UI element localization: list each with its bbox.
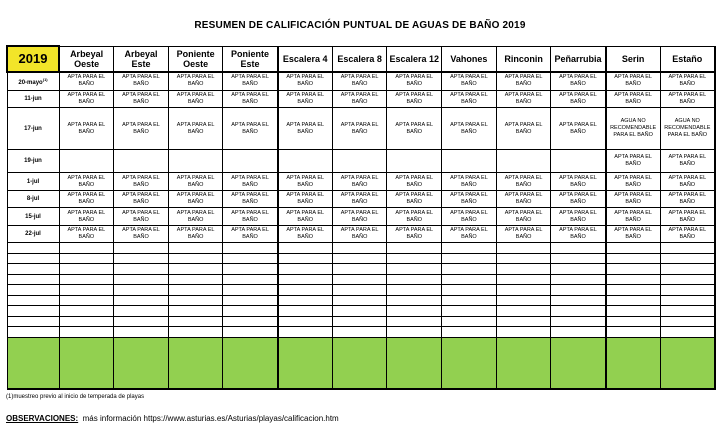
empty-cell — [387, 285, 442, 296]
empty-cell — [332, 295, 387, 306]
empty-cell — [168, 274, 223, 285]
empty-cell — [59, 327, 114, 338]
green-cell — [59, 337, 114, 389]
result-cell — [551, 150, 606, 173]
empty-cell — [114, 285, 169, 296]
result-cell: APTA PARA EL BAÑO — [442, 108, 497, 150]
empty-cell — [387, 295, 442, 306]
empty-cell — [606, 327, 661, 338]
empty-cell — [59, 274, 114, 285]
result-cell: APTA PARA EL BAÑO — [606, 150, 661, 173]
green-cell — [114, 337, 169, 389]
empty-row — [7, 253, 715, 264]
empty-cell — [551, 243, 606, 254]
empty-cell — [114, 327, 169, 338]
empty-cell — [59, 285, 114, 296]
empty-cell — [496, 316, 551, 327]
empty-cell — [114, 274, 169, 285]
empty-cell — [114, 316, 169, 327]
result-cell: APTA PARA EL BAÑO — [223, 90, 278, 108]
result-cell: APTA PARA EL BAÑO — [387, 208, 442, 226]
empty-cell — [332, 327, 387, 338]
result-cell: APTA PARA EL BAÑO — [551, 72, 606, 90]
empty-cell — [223, 274, 278, 285]
result-cell — [496, 150, 551, 173]
result-cell: APTA PARA EL BAÑO — [332, 90, 387, 108]
result-cell: APTA PARA EL BAÑO — [442, 90, 497, 108]
empty-cell — [332, 264, 387, 275]
result-cell: APTA PARA EL BAÑO — [606, 225, 661, 243]
green-cell — [442, 337, 497, 389]
empty-cell — [606, 264, 661, 275]
result-cell: APTA PARA EL BAÑO — [606, 190, 661, 208]
table-row — [7, 150, 715, 173]
empty-cell — [442, 295, 497, 306]
empty-cell — [168, 316, 223, 327]
date-label: 1-jul — [26, 178, 40, 185]
empty-cell — [606, 295, 661, 306]
empty-cell — [606, 243, 661, 254]
empty-cell — [442, 253, 497, 264]
result-cell: APTA PARA EL BAÑO — [387, 108, 442, 150]
empty-cell — [7, 295, 59, 306]
empty-cell — [551, 253, 606, 264]
result-cell: APTA PARA EL BAÑO — [114, 190, 169, 208]
result-cell: APTA PARA EL BAÑO — [606, 173, 661, 191]
empty-cell — [278, 264, 333, 275]
empty-cell — [114, 253, 169, 264]
empty-cell — [114, 243, 169, 254]
empty-cell — [7, 316, 59, 327]
result-cell: APTA PARA EL BAÑO — [332, 208, 387, 226]
result-cell: APTA PARA EL BAÑO — [168, 173, 223, 191]
result-cell: APTA PARA EL BAÑO — [442, 225, 497, 243]
empty-cell — [496, 295, 551, 306]
empty-cell — [332, 253, 387, 264]
date-cell — [7, 150, 59, 173]
result-cell: APTA PARA EL BAÑO — [59, 225, 114, 243]
table-row — [7, 225, 715, 243]
empty-cell — [551, 306, 606, 317]
empty-cell — [59, 243, 114, 254]
result-cell: APTA PARA EL BAÑO — [660, 72, 715, 90]
empty-cell — [114, 295, 169, 306]
result-cell: APTA PARA EL BAÑO — [59, 90, 114, 108]
beach-header: Escalera 12 — [387, 46, 442, 72]
result-cell: APTA PARA EL BAÑO — [168, 72, 223, 90]
empty-cell — [660, 316, 715, 327]
result-cell: APTA PARA EL BAÑO — [332, 173, 387, 191]
empty-row — [7, 316, 715, 327]
empty-cell — [223, 285, 278, 296]
empty-cell — [168, 243, 223, 254]
empty-cell — [387, 306, 442, 317]
empty-cell — [442, 264, 497, 275]
empty-cell — [332, 243, 387, 254]
beach-header: Arbeyal Este — [114, 46, 169, 72]
empty-cell — [606, 306, 661, 317]
footnote: (1)muestreo previo al inicio de temperada de playas — [6, 394, 145, 400]
result-cell — [168, 150, 223, 173]
result-cell: APTA PARA EL BAÑO — [223, 108, 278, 150]
empty-cell — [278, 274, 333, 285]
table-row — [7, 190, 715, 208]
result-cell: APTA PARA EL BAÑO — [551, 225, 606, 243]
empty-cell — [278, 316, 333, 327]
result-cell: APTA PARA EL BAÑO — [442, 173, 497, 191]
empty-cell — [7, 306, 59, 317]
empty-cell — [7, 253, 59, 264]
beach-header: Poniente Este — [223, 46, 278, 72]
water-quality-table — [6, 45, 716, 390]
result-cell: APTA PARA EL BAÑO — [442, 72, 497, 90]
result-cell: APTA PARA EL BAÑO — [332, 190, 387, 208]
year-header: 2019 — [7, 46, 59, 72]
empty-row — [7, 243, 715, 254]
result-cell: APTA PARA EL BAÑO — [387, 190, 442, 208]
beach-header: Vahones — [442, 46, 497, 72]
empty-cell — [496, 327, 551, 338]
empty-cell — [278, 306, 333, 317]
empty-cell — [606, 285, 661, 296]
result-cell — [59, 150, 114, 173]
result-cell — [114, 150, 169, 173]
result-cell: APTA PARA EL BAÑO — [332, 72, 387, 90]
observations-link[interactable]: más información https://www.asturias.es/Asturias/playas/calificacion.htm — [82, 414, 339, 423]
result-cell: APTA PARA EL BAÑO — [278, 225, 333, 243]
green-cell — [7, 337, 59, 389]
empty-cell — [168, 295, 223, 306]
date-cell — [7, 225, 59, 243]
empty-cell — [114, 264, 169, 275]
result-cell — [278, 150, 333, 173]
date-label: 11-jun — [24, 95, 42, 102]
empty-cell — [387, 243, 442, 254]
empty-cell — [551, 295, 606, 306]
result-cell: APTA PARA EL BAÑO — [551, 208, 606, 226]
empty-cell — [442, 327, 497, 338]
result-cell: APTA PARA EL BAÑO — [168, 208, 223, 226]
empty-cell — [278, 285, 333, 296]
beach-header: Serin — [606, 46, 661, 72]
result-cell — [387, 150, 442, 173]
result-cell: APTA PARA EL BAÑO — [496, 173, 551, 191]
green-cell — [387, 337, 442, 389]
empty-cell — [59, 295, 114, 306]
result-cell: APTA PARA EL BAÑO — [168, 108, 223, 150]
empty-cell — [551, 316, 606, 327]
empty-cell — [332, 306, 387, 317]
empty-cell — [278, 327, 333, 338]
result-cell: APTA PARA EL BAÑO — [114, 90, 169, 108]
beach-header: Estaño — [660, 46, 715, 72]
result-cell: APTA PARA EL BAÑO — [59, 208, 114, 226]
result-cell: APTA PARA EL BAÑO — [59, 108, 114, 150]
date-cell — [7, 173, 59, 191]
empty-cell — [496, 253, 551, 264]
empty-cell — [168, 264, 223, 275]
empty-cell — [551, 274, 606, 285]
empty-cell — [7, 264, 59, 275]
empty-cell — [496, 274, 551, 285]
empty-cell — [660, 295, 715, 306]
empty-cell — [606, 253, 661, 264]
empty-cell — [442, 243, 497, 254]
empty-row — [7, 264, 715, 275]
empty-cell — [660, 327, 715, 338]
result-cell: APTA PARA EL BAÑO — [278, 190, 333, 208]
result-cell: APTA PARA EL BAÑO — [168, 190, 223, 208]
beach-header: Rinconin — [496, 46, 551, 72]
result-cell: APTA PARA EL BAÑO — [551, 190, 606, 208]
result-cell: APTA PARA EL BAÑO — [332, 108, 387, 150]
empty-cell — [59, 264, 114, 275]
empty-cell — [660, 274, 715, 285]
empty-cell — [496, 306, 551, 317]
result-cell: APTA PARA EL BAÑO — [496, 72, 551, 90]
result-cell: APTA PARA EL BAÑO — [606, 208, 661, 226]
result-cell: APTA PARA EL BAÑO — [278, 90, 333, 108]
result-cell: APTA PARA EL BAÑO — [387, 225, 442, 243]
empty-cell — [551, 327, 606, 338]
empty-cell — [59, 253, 114, 264]
result-cell: APTA PARA EL BAÑO — [59, 72, 114, 90]
empty-cell — [332, 274, 387, 285]
empty-cell — [660, 253, 715, 264]
beach-header: Escalera 4 — [278, 46, 333, 72]
empty-cell — [442, 306, 497, 317]
empty-cell — [7, 274, 59, 285]
result-cell: APTA PARA EL BAÑO — [387, 72, 442, 90]
result-cell: APTA PARA EL BAÑO — [660, 173, 715, 191]
date-label: 15-jul — [25, 213, 41, 220]
result-cell — [442, 150, 497, 173]
empty-row — [7, 295, 715, 306]
empty-cell — [387, 327, 442, 338]
table-row — [7, 72, 715, 90]
empty-cell — [660, 306, 715, 317]
green-cell — [223, 337, 278, 389]
date-label: 22-jul — [25, 231, 41, 238]
result-cell: APTA PARA EL BAÑO — [223, 173, 278, 191]
empty-cell — [387, 316, 442, 327]
empty-cell — [660, 264, 715, 275]
empty-cell — [278, 243, 333, 254]
green-cell — [551, 337, 606, 389]
observations — [6, 414, 339, 423]
result-cell: APTA PARA EL BAÑO — [278, 173, 333, 191]
result-cell: APTA PARA EL BAÑO — [442, 190, 497, 208]
empty-cell — [7, 285, 59, 296]
empty-cell — [387, 274, 442, 285]
footnote-ref: (1) — [42, 76, 48, 82]
result-cell: APTA PARA EL BAÑO — [496, 190, 551, 208]
result-cell: APTA PARA EL BAÑO — [551, 173, 606, 191]
result-cell: APTA PARA EL BAÑO — [223, 72, 278, 90]
empty-cell — [114, 306, 169, 317]
page-title: RESUMEN DE CALIFICACIÓN PUNTUAL DE AGUAS DE BAÑO 2019 — [194, 20, 526, 31]
result-cell: APTA PARA EL BAÑO — [660, 190, 715, 208]
empty-cell — [7, 327, 59, 338]
date-cell — [7, 108, 59, 150]
date-label: 17-jun — [24, 125, 42, 132]
empty-cell — [223, 306, 278, 317]
empty-cell — [660, 285, 715, 296]
date-label: 20-mayo — [18, 79, 43, 86]
empty-cell — [7, 243, 59, 254]
empty-cell — [387, 264, 442, 275]
empty-cell — [168, 285, 223, 296]
empty-cell — [168, 253, 223, 264]
empty-row — [7, 285, 715, 296]
empty-cell — [606, 274, 661, 285]
green-cell — [606, 337, 661, 389]
empty-cell — [223, 327, 278, 338]
empty-cell — [223, 295, 278, 306]
empty-row — [7, 274, 715, 285]
result-cell: AGUA NO RECOMENDABLE PARA EL BAÑO — [660, 108, 715, 150]
empty-cell — [332, 316, 387, 327]
result-cell: APTA PARA EL BAÑO — [332, 225, 387, 243]
result-cell: APTA PARA EL BAÑO — [168, 90, 223, 108]
result-cell: APTA PARA EL BAÑO — [551, 90, 606, 108]
beach-header: Poniente Oeste — [168, 46, 223, 72]
empty-row — [7, 327, 715, 338]
result-cell: APTA PARA EL BAÑO — [278, 108, 333, 150]
result-cell: APTA PARA EL BAÑO — [660, 90, 715, 108]
empty-row — [7, 306, 715, 317]
result-cell: APTA PARA EL BAÑO — [114, 225, 169, 243]
result-cell: APTA PARA EL BAÑO — [114, 72, 169, 90]
table-row — [7, 173, 715, 191]
empty-cell — [223, 243, 278, 254]
green-cell — [278, 337, 333, 389]
empty-cell — [278, 253, 333, 264]
beach-header: Arbeyal Oeste — [59, 46, 114, 72]
result-cell: APTA PARA EL BAÑO — [496, 208, 551, 226]
result-cell: APTA PARA EL BAÑO — [114, 208, 169, 226]
result-cell: APTA PARA EL BAÑO — [606, 90, 661, 108]
result-cell: AGUA NO RECOMENDABLE PARA EL BAÑO — [606, 108, 661, 150]
result-cell: APTA PARA EL BAÑO — [223, 225, 278, 243]
result-cell: APTA PARA EL BAÑO — [223, 208, 278, 226]
date-label: 8-jul — [26, 196, 40, 203]
date-label: 19-jun — [24, 158, 42, 165]
result-cell: APTA PARA EL BAÑO — [660, 208, 715, 226]
result-cell: APTA PARA EL BAÑO — [168, 225, 223, 243]
beach-header: Peñarrubia — [551, 46, 606, 72]
date-cell — [7, 190, 59, 208]
empty-cell — [387, 253, 442, 264]
result-cell: APTA PARA EL BAÑO — [660, 225, 715, 243]
result-cell: APTA PARA EL BAÑO — [387, 90, 442, 108]
empty-cell — [223, 264, 278, 275]
empty-cell — [168, 327, 223, 338]
table-row — [7, 208, 715, 226]
beach-header: Escalera 8 — [332, 46, 387, 72]
observations-label: OBSERVACIONES: — [6, 414, 79, 423]
table-row — [7, 90, 715, 108]
empty-cell — [59, 306, 114, 317]
result-cell: APTA PARA EL BAÑO — [442, 208, 497, 226]
empty-cell — [223, 253, 278, 264]
result-cell: APTA PARA EL BAÑO — [114, 173, 169, 191]
green-cell — [168, 337, 223, 389]
empty-cell — [551, 264, 606, 275]
table-row — [7, 108, 715, 150]
empty-cell — [496, 264, 551, 275]
empty-cell — [223, 316, 278, 327]
empty-cell — [496, 243, 551, 254]
empty-cell — [496, 285, 551, 296]
empty-cell — [442, 285, 497, 296]
empty-cell — [442, 274, 497, 285]
green-cell — [660, 337, 715, 389]
green-cell — [332, 337, 387, 389]
result-cell: APTA PARA EL BAÑO — [278, 208, 333, 226]
empty-cell — [606, 316, 661, 327]
empty-cell — [59, 316, 114, 327]
result-cell: APTA PARA EL BAÑO — [59, 190, 114, 208]
result-cell: APTA PARA EL BAÑO — [278, 72, 333, 90]
result-cell: APTA PARA EL BAÑO — [606, 72, 661, 90]
empty-cell — [332, 285, 387, 296]
result-cell — [332, 150, 387, 173]
result-cell: APTA PARA EL BAÑO — [660, 150, 715, 173]
result-cell: APTA PARA EL BAÑO — [59, 173, 114, 191]
result-cell: APTA PARA EL BAÑO — [114, 108, 169, 150]
result-cell: APTA PARA EL BAÑO — [496, 108, 551, 150]
empty-cell — [278, 295, 333, 306]
result-cell: APTA PARA EL BAÑO — [223, 190, 278, 208]
date-cell — [7, 90, 59, 108]
green-footer-row — [7, 337, 715, 389]
date-cell — [7, 72, 59, 90]
empty-cell — [442, 316, 497, 327]
empty-cell — [660, 243, 715, 254]
empty-cell — [551, 285, 606, 296]
result-cell — [223, 150, 278, 173]
result-cell: APTA PARA EL BAÑO — [496, 90, 551, 108]
result-cell: APTA PARA EL BAÑO — [496, 225, 551, 243]
result-cell: APTA PARA EL BAÑO — [387, 173, 442, 191]
green-cell — [496, 337, 551, 389]
date-cell — [7, 208, 59, 226]
empty-cell — [168, 306, 223, 317]
result-cell: APTA PARA EL BAÑO — [551, 108, 606, 150]
